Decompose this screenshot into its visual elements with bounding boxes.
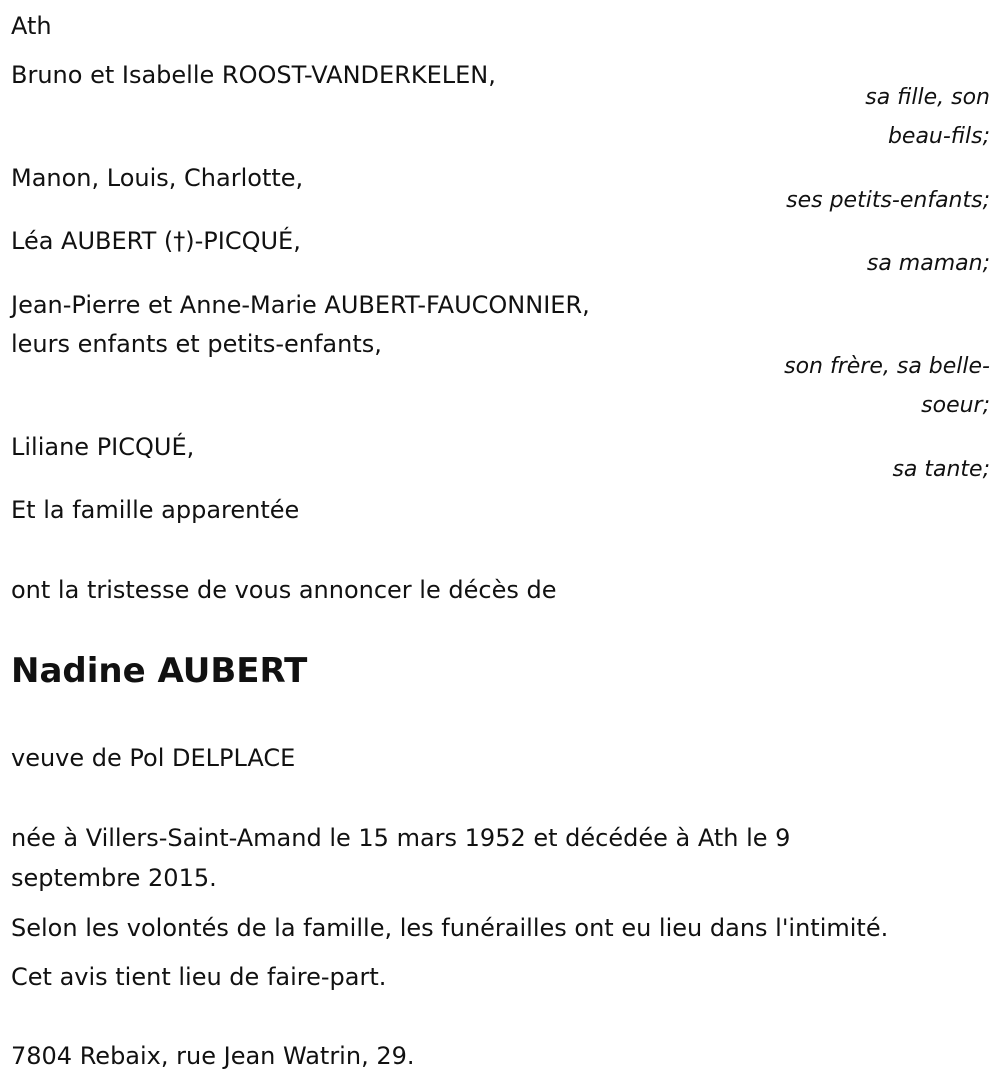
family-member-names: leurs enfants et petits-enfants, <box>11 330 382 358</box>
family-member-names: Jean-Pierre et Anne-Marie AUBERT-FAUCONNIER, <box>11 291 590 319</box>
deceased-name: Nadine AUBERT <box>11 651 308 691</box>
family-member-relation: beau-fils; <box>887 124 990 149</box>
family-member-names: Liliane PICQUÉ, <box>11 433 195 461</box>
family-member-relation: sa fille, son <box>865 85 990 110</box>
birth-death-dates: née à Villers-Saint-Amand le 15 mars 1952 et décédée à Ath le 9 <box>11 824 791 852</box>
family-member-relation: soeur; <box>921 393 990 418</box>
family-member-relation: ses petits-enfants; <box>786 188 990 213</box>
birth-death-dates: septembre 2015. <box>11 864 217 892</box>
family-member-relation: son frère, sa belle- <box>784 354 990 379</box>
location: Ath <box>11 12 52 40</box>
family-member-names: Bruno et Isabelle ROOST-VANDERKELEN, <box>11 61 496 89</box>
announcement: ont la tristesse de vous annoncer le décès de <box>11 576 557 604</box>
address: 7804 Rebaix, rue Jean Watrin, 29. <box>11 1042 415 1070</box>
family-member-names: Manon, Louis, Charlotte, <box>11 164 304 192</box>
family-member-names: Léa AUBERT (†)-PICQUÉ, <box>11 227 301 255</box>
funeral-note: Selon les volontés de la famille, les funérailles ont eu lieu dans l'intimité. <box>11 914 889 942</box>
family-member-relation: sa maman; <box>866 251 990 276</box>
family-member-relation: sa tante; <box>892 457 990 482</box>
widow-of: veuve de Pol DELPLACE <box>11 744 296 772</box>
extended-family: Et la famille apparentée <box>11 496 300 524</box>
notice-note: Cet avis tient lieu de faire-part. <box>11 963 387 991</box>
